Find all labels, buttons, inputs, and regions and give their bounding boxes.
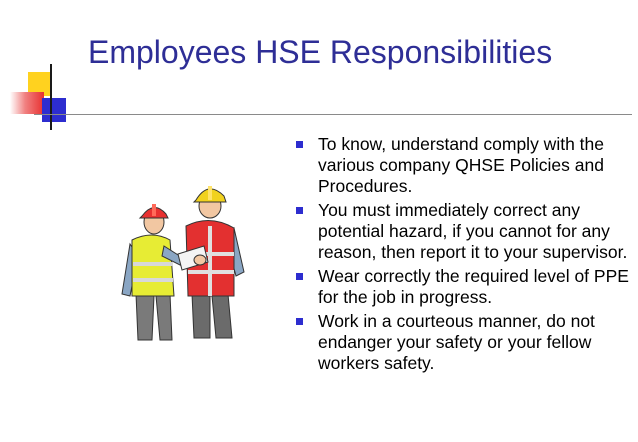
bullet-item bbox=[296, 266, 630, 308]
decor-vertical-line bbox=[50, 64, 52, 130]
title-underline bbox=[34, 114, 632, 115]
bullet-text: Wear correctly the required level of PPE for the job in progress. bbox=[318, 266, 629, 307]
square-bullet-icon bbox=[296, 273, 303, 280]
right-worker bbox=[178, 186, 244, 338]
bullet-text: You must immediately correct any potential hazard, if you cannot for any reason, then report it to your supervisor. bbox=[318, 200, 628, 262]
bullet-list bbox=[296, 134, 630, 377]
square-bullet-icon bbox=[296, 207, 303, 214]
workers-illustration-icon bbox=[108, 182, 264, 342]
bullet-text: Work in a courteous manner, do not endanger your safety or your fellow workers safety. bbox=[318, 311, 595, 373]
left-worker bbox=[122, 204, 186, 340]
bullet-text: To know, understand comply with the various company QHSE Policies and Procedures. bbox=[318, 134, 604, 196]
square-bullet-icon bbox=[296, 141, 303, 148]
bullet-item bbox=[296, 200, 630, 263]
decor-red-square bbox=[10, 92, 44, 114]
square-bullet-icon bbox=[296, 318, 303, 325]
slide-title: Employees HSE Responsibilities bbox=[88, 34, 553, 70]
bullet-item bbox=[296, 134, 630, 197]
decor-blue-square bbox=[42, 98, 66, 122]
bullet-item bbox=[296, 311, 630, 374]
